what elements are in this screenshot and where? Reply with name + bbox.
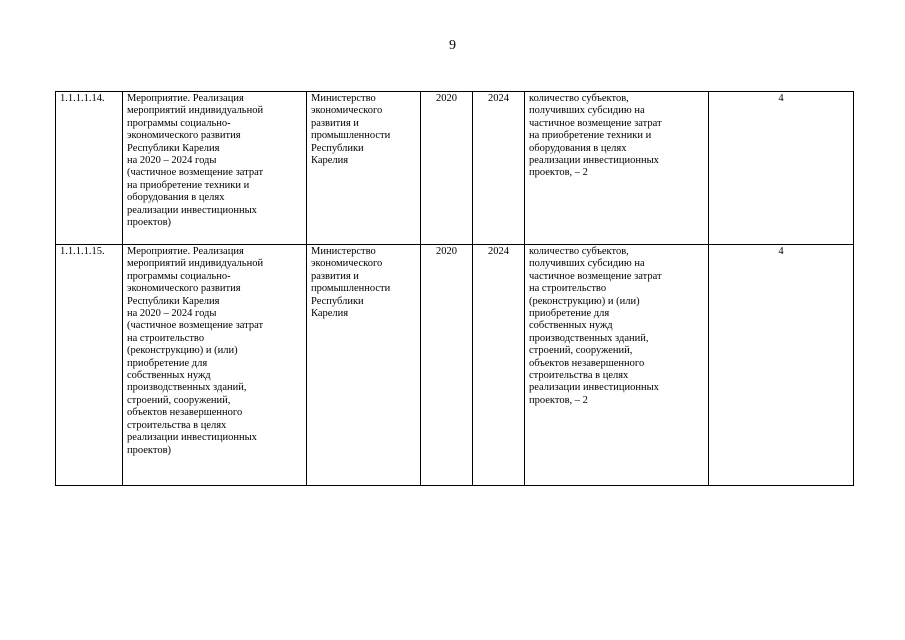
item-number: 1.1.1.1.14. [56,92,123,245]
responsible-organization: Министерство экономического развития и промышленности Республики Карелия [307,92,421,245]
program-table [55,91,854,486]
result-indicator: количество субъектов, получивших субсидию на частичное возмещение затрат на приобретение техники и оборудования в целях реализации инвестиционных проектов, – 2 [525,92,709,245]
page-number: 9 [449,38,456,53]
item-number: 1.1.1.1.15. [56,245,123,486]
event-description: Мероприятие. Реализация мероприятий индивидуальной программы социально- экономического развития Республики Карелия на 2020 – 2024 годы (частичное возмещение затрат на приобретение техники и оборудования в целях реализации инвестиционных проектов) [123,92,307,245]
event-description: Мероприятие. Реализация мероприятий индивидуальной программы социально- экономического развития Республики Карелия на 2020 – 2024 годы (частичное возмещение затрат на строительство (реконструкцию) и (или) приобретение для собственных нужд производственных зданий, строений, сооружений, объектов незавершенного строительства в целях реализации инвестиционных проектов) [123,245,307,486]
table-row [56,245,854,486]
start-year: 2020 [421,245,473,486]
end-year: 2024 [473,245,525,486]
table-row [56,92,854,245]
end-year: 2024 [473,92,525,245]
responsible-organization: Министерство экономического развития и промышленности Республики Карелия [307,245,421,486]
start-year: 2020 [421,92,473,245]
target-value: 4 [709,245,854,486]
target-value: 4 [709,92,854,245]
result-indicator: количество субъектов, получивших субсидию на частичное возмещение затрат на строительство (реконструкцию) и (или) приобретение для собственных нужд производственных зданий, строений, сооружений, объектов незавершенного строительства в целях реализации инвестиционных проектов, – 2 [525,245,709,486]
